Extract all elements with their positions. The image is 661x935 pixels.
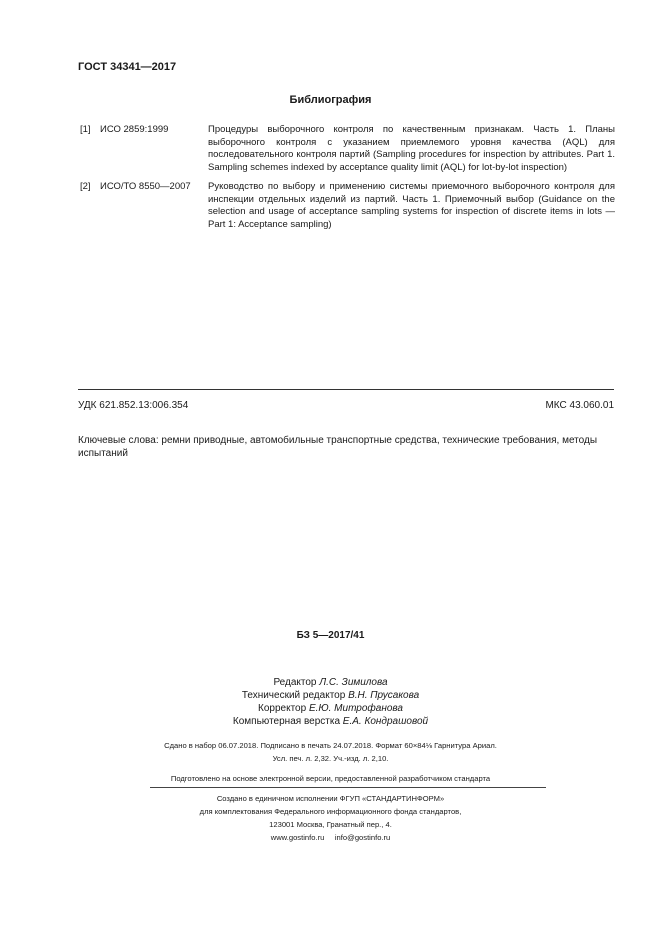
layout-label: Компьютерная верстка <box>232 716 343 727</box>
bibliography-title: Библиография <box>289 94 372 106</box>
separator-line <box>150 787 546 788</box>
entry-text: Руководство по выбору и применению системы приемочного выборочного контроля для инспекции отдельных изделий из партий. Часть 1. Приемочный выбор (Guidance on the selection and usage of acceptance sampling systems for inspection of discrete items in lots — Part 1: Acceptance sampling) <box>208 181 615 230</box>
tech-editor-line <box>0 690 661 701</box>
editor-line <box>0 677 661 688</box>
address: 123001 Москва, Гранатный пер., 4. <box>269 820 392 829</box>
entry-code: ИСО 2859:1999 <box>100 124 169 135</box>
entry-code: ИСО/ТО 8550—2007 <box>100 181 191 192</box>
editor-name: Л.С. Зимилова <box>319 677 388 688</box>
document-id: ГОСТ 34341—2017 <box>78 61 177 73</box>
created-note: Создано в единичном исполнении ФГУП «СТАНДАРТИНФОРМ» <box>216 794 445 803</box>
proofreader-line <box>0 703 661 714</box>
udk-code: УДК 621.852.13:006.354 <box>78 400 189 411</box>
bz-number: БЗ 5—2017/41 <box>296 630 365 641</box>
entry-number: [2] <box>80 181 91 192</box>
editor-label: Редактор <box>273 677 320 688</box>
tech-editor-label: Технический редактор <box>241 690 349 701</box>
divider-line <box>78 389 614 390</box>
purpose-note: для комплектования Федерального информационного фонда стандартов, <box>199 807 462 816</box>
layout-name: Е.А. Кондрашовой <box>342 716 429 727</box>
proofreader-name: Е.Ю. Митрофанова <box>308 703 403 714</box>
print-info-line: Усл. печ. л. 2,32. Уч.-изд. л. 2,10. <box>272 754 389 763</box>
entry-text: Процедуры выборочного контроля по качественным признакам. Часть 1. Планы выборочного контроля с указанием приемлемого уровня качества (AQL) для последовательного контроля партий (Sampling procedures for inspection by attributes. Part 1. Sampling schemes indexed by acceptance quality limit (AQL) for lot-by-lot inspection) <box>208 124 615 173</box>
layout-line <box>0 716 661 727</box>
keywords: Ключевые слова: ремни приводные, автомобильные транспортные средства, технические требования, методы испытаний <box>78 435 598 459</box>
tech-editor-name: В.Н. Прусакова <box>348 690 420 701</box>
prepared-note: Подготовлено на основе электронной версии, предоставленной разработчиком стандарта <box>170 774 491 783</box>
mks-code: МКС 43.060.01 <box>545 400 614 411</box>
proofreader-label: Корректор <box>258 703 309 714</box>
print-info-line: Сдано в набор 06.07.2018. Подписано в печать 24.07.2018. Формат 60×84⅛ Гарнитура Ариал. <box>164 741 497 750</box>
contacts: www.gostinfo.ru info@gostinfo.ru <box>270 833 391 842</box>
entry-number: [1] <box>80 124 91 135</box>
